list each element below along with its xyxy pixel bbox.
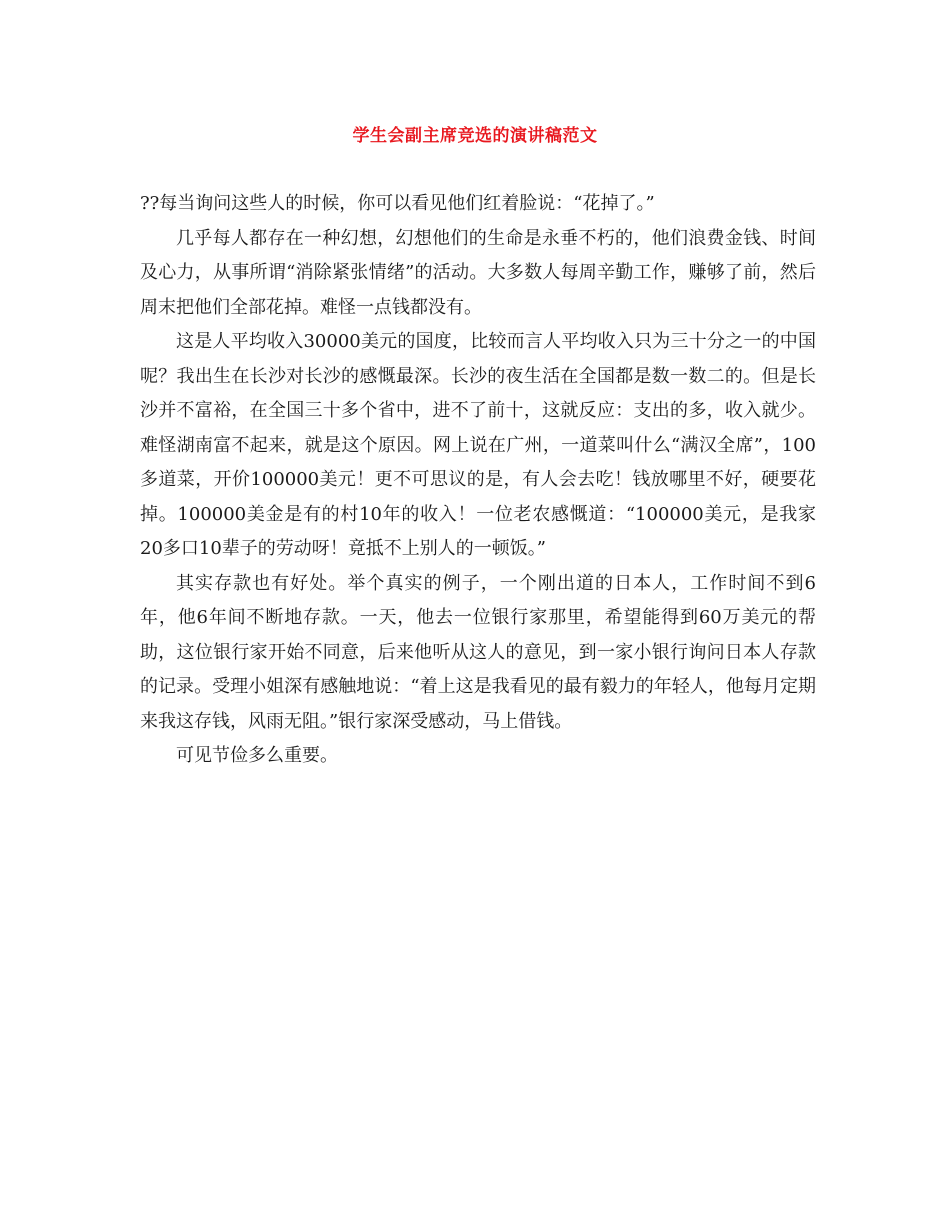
document-title: 学生会副主席竞选的演讲稿范文 <box>352 126 598 146</box>
document-body <box>140 187 816 774</box>
paragraph-3: 这是人平均收入30000美元的国度，比较而言人平均收入只为三十分之一的中国呢？我出生在长沙对长沙的感慨最深。长沙的夜生活在全国都是数一数二的。但是长沙并不富裕，在全国三十多个省中，进不了前十，这就反应：支出的多，收入就少。难怪湖南富不起来，就是这个原因。网上说在广州，一道菜叫什么“满汉全席”，100多道菜，开价100000美元！更不可思议的是，有人会去吃！钱放哪里不好，硬要花掉。100000美金是有的村10年的收入！一位老农感慨道：“100000美元，是我家20多口10辈子的劳动呀！竟抵不上别人的一顿饭。” <box>140 331 816 559</box>
paragraph-1: ??每当询问这些人的时候，你可以看见他们红着脸说：“花掉了。” <box>140 193 655 214</box>
paragraph-2: 几乎每人都存在一种幻想，幻想他们的生命是永垂不朽的，他们浪费金钱、时间及心力，从事所谓“消除紧张情绪”的活动。大多数人每周辛勤工作，赚够了前，然后周末把他们全部花掉。难怪一点钱都没有。 <box>140 227 816 318</box>
paragraph-5: 可见节俭多么重要。 <box>176 745 338 766</box>
paragraph-4: 其实存款也有好处。举个真实的例子，一个刚出道的日本人，工作时间不到6年，他6年间不断地存款。一天，他去一位银行家那里，希望能得到60万美元的帮助，这位银行家开始不同意，后来他听从这人的意见，到一家小银行询问日本人存款的记录。受理小姐深有感触地说：“着上这是我看见的最有毅力的年轻人，他每月定期来我这存钱，风雨无阻。”银行家深受感动，马上借钱。 <box>140 572 816 732</box>
